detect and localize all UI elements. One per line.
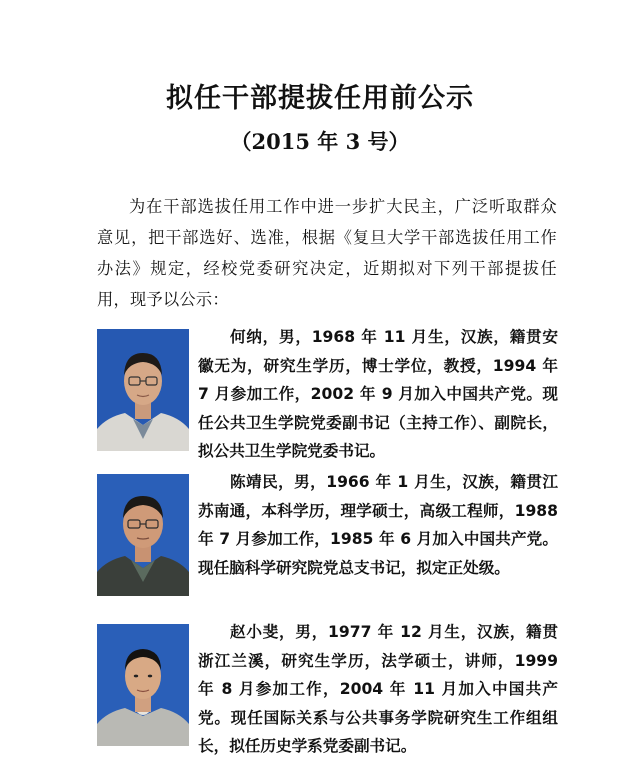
candidate-photo xyxy=(97,624,189,746)
candidate-bio: 何纳，男，1968 年 11 月生，汉族，籍贯安徽无为，研究生学历，博士学位，教授，1994 年 7 月参加工作，2002 年 9 月加入中国共产党。现任公共卫生学院党委副书记（主持工作）、副院长，拟公共卫生学院党委书记。 xyxy=(198,328,558,461)
intro-paragraph: 为在干部选拔任用工作中进一步扩大民主，广泛听取群众意见，把干部选好、选准，根据《复旦大学干部选拔任用工作办法》规定，经校党委研究决定，近期拟对下列干部提拔任用，现予以公示： xyxy=(97,197,557,309)
candidate-bio: 陈靖民，男，1966 年 1 月生，汉族，籍贯江苏南通，本科学历，理学硕士，高级工程师，1988 年 7 月参加工作，1985 年 6 月加入中国共产党。现任脑科学研究院党总支书记，拟定正处级。 xyxy=(198,473,558,577)
document-title: 拟任干部提拔任用前公示 xyxy=(166,83,474,114)
candidate-bio: 赵小斐，男，1977 年 12 月生，汉族，籍贯浙江兰溪，研究生学历，法学硕士，讲师，1999 年 8 月参加工作，2004 年 11 月加入中国共产党。现任国际关系与公共事务学院研究生工作组组长，拟任历史学系党委副书记。 xyxy=(198,623,558,756)
candidate-photo xyxy=(97,474,189,596)
candidate-photo xyxy=(97,329,189,451)
document-subtitle: （2015 年 3 号） xyxy=(230,129,410,154)
